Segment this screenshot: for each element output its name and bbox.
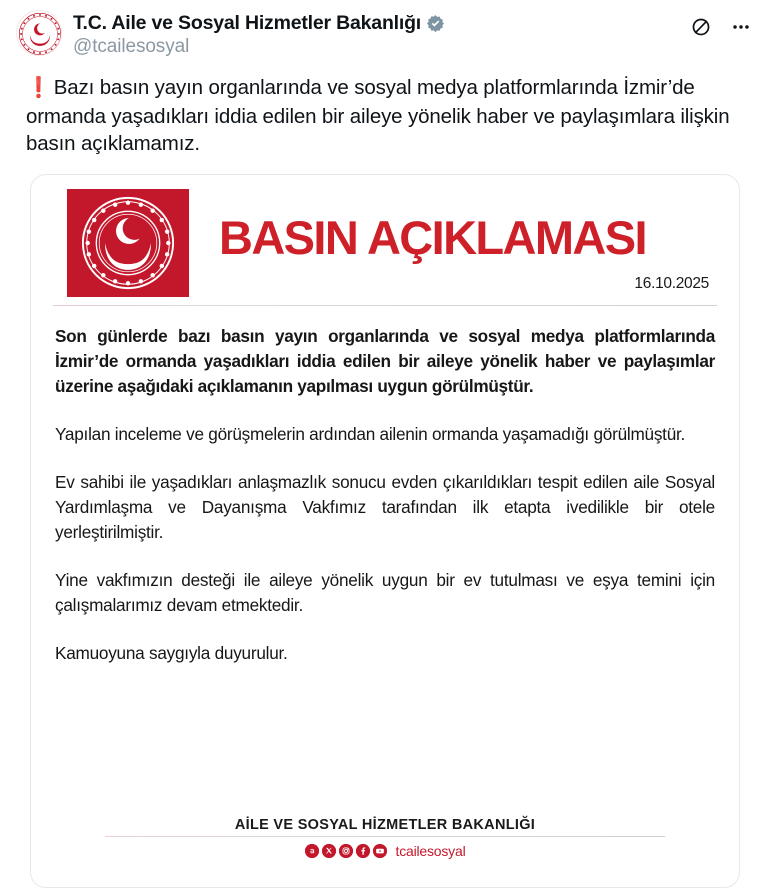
x-twitter-icon[interactable] [322, 844, 336, 858]
avatar[interactable] [16, 10, 62, 56]
paragraph-5: Kamuoyuna saygıyla duyurulur. [55, 642, 288, 663]
more-options-icon[interactable] [728, 14, 754, 40]
press-release-header [53, 189, 717, 297]
footer-divider [105, 836, 665, 837]
exclamation-mark-icon: ❗ [26, 77, 51, 99]
threads-icon[interactable] [305, 844, 319, 858]
press-release-heading-block [189, 189, 717, 297]
paragraph-3: Ev sahibi ile yaşadıkları anlaşmazlık sonucu evden çıkarıldıkları tespit edilen aile Sosyal Yardımlaşma ve Dayanışma Vakfımız tarafından ilk etapta ivedilikle bir otele yerleştirilmiştir. [55, 471, 715, 542]
press-release-date: 16.10.2025 [634, 275, 709, 292]
press-release-content [31, 175, 739, 666]
name-row [73, 11, 688, 35]
ministry-emblem-icon [67, 189, 189, 297]
paragraph-4: Yine vakfımızın desteği ile aileye yönelik uygun bir ev tutulması ve eşya temini için çalışmalarımız devam etmektedir. [55, 569, 715, 615]
paragraph-1: Son günlerde bazı basın yayın organlarında ve sosyal medya platformlarında İzmir’de ormanda yaşadıkları iddia edilen bir aileye yönelik haber ve paylaşımlar üzerine aşağıdaki açıklamanın yapılması uygun görülmüştür. [55, 325, 715, 396]
press-release-title: BASIN AÇIKLAMASI [219, 211, 646, 264]
footer-social-handle[interactable]: tcailesosyal [395, 842, 466, 859]
footer-organization-name: AİLE VE SOSYAL HİZMETLER BAKANLIĞI [234, 816, 536, 833]
tweet-header [0, 0, 770, 62]
verified-badge-icon [426, 14, 445, 33]
instagram-icon[interactable] [339, 844, 353, 858]
account-handle[interactable]: @tcailesosyal [73, 36, 190, 58]
display-name[interactable]: T.C. Aile ve Sosyal Hizmetler Bakanlığı [73, 12, 422, 34]
grok-unavailable-icon[interactable] [688, 14, 714, 40]
tweet-text-body: Bazı basın yayın organlarında ve sosyal medya platformlarında İzmir’de ormanda yaşadıkları iddia edilen bir aileye yönelik haber ve paylaşımlara ilişkin basın açıklamamız. [26, 76, 730, 155]
footer-social-row [31, 843, 739, 859]
paragraph-2: Yapılan inceleme ve görüşmelerin ardından ailenin ormanda yaşamadığı görülmüştür. [55, 423, 686, 444]
youtube-icon[interactable] [373, 844, 387, 858]
facebook-icon[interactable] [356, 844, 370, 858]
press-release-card[interactable] [30, 174, 740, 888]
tweet-text [0, 62, 770, 158]
press-release-footer [31, 817, 739, 859]
header-actions [688, 10, 754, 40]
account-identity [73, 10, 688, 58]
press-release-body [53, 306, 717, 666]
